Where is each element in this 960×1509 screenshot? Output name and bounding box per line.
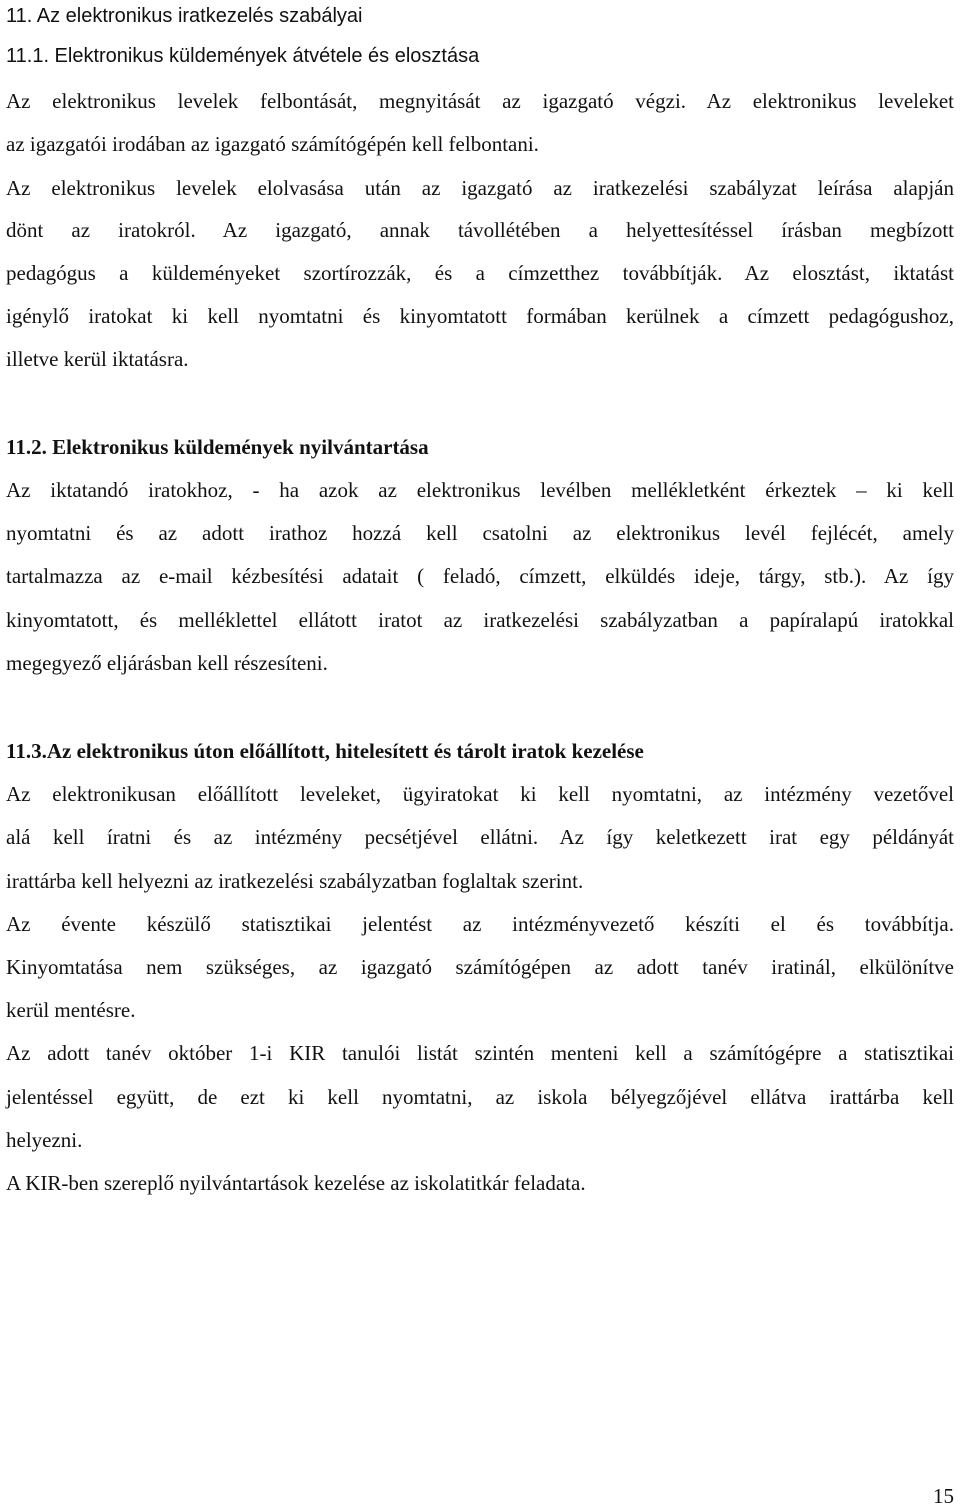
paragraph-line: Az elektronikus levelek elolvasása után az igazgató az iratkezelési szabályzat leírása alapján [6, 176, 954, 200]
paragraph-line: illetve kerül iktatásra. [6, 347, 189, 371]
paragraph-line: Az elektronikusan előállított leveleket, ügyiratokat ki kell nyomtatni, az intézmény vezetővel [6, 782, 954, 806]
paragraph-line: pedagógus a küldeményeket szortírozzák, és a címzetthez továbbítják. Az elosztást, iktatást [6, 261, 954, 285]
paragraph-line: kerül mentésre. [6, 998, 136, 1022]
subsection-heading-11-1: 11.1. Elektronikus küldemények átvétele és elosztása [6, 45, 480, 67]
paragraph-line: megegyező eljárásban kell részesíteni. [6, 651, 328, 675]
paragraph-line: igénylő iratokat ki kell nyomtatni és kinyomtatott formában kerülnek a címzett pedagógushoz, [6, 304, 954, 328]
paragraph-line: dönt az iratokról. Az igazgató, annak távollétében a helyettesítéssel írásban megbízott [6, 218, 954, 242]
paragraph-line: Az adott tanév október 1-i KIR tanulói listát szintén menteni kell a számítógépre a statisztikai [6, 1041, 954, 1065]
paragraph-line: Az elektronikus levelek felbontását, megnyitását az igazgató végzi. Az elektronikus leveleket [6, 89, 954, 113]
subsection-heading-11-2: 11.2. Elektronikus küldemények nyilvántartása [6, 435, 429, 459]
paragraph-line: Az iktatandó iratokhoz, - ha azok az elektronikus levélben mellékletként érkeztek – ki kell [6, 478, 954, 502]
section-title: 11. Az elektronikus iratkezelés szabályai [6, 5, 363, 27]
paragraph-line: jelentéssel együtt, de ezt ki kell nyomtatni, az iskola bélyegzőjével ellátva irattárba kell [6, 1085, 954, 1109]
paragraph-line: nyomtatni és az adott irathoz hozzá kell csatolni az elektronikus levél fejlécét, amely [6, 521, 954, 545]
paragraph-line: A KIR-ben szereplő nyilvántartások kezelése az iskolatitkár feladata. [6, 1171, 586, 1195]
paragraph-line: Az évente készülő statisztikai jelentést az intézményvezető készíti el és továbbítja. [6, 912, 954, 936]
paragraph-line: alá kell íratni és az intézmény pecsétjével ellátni. Az így keletkezett irat egy példányát [6, 825, 954, 849]
paragraph-line: kinyomtatott, és melléklettel ellátott iratot az iratkezelési szabályzatban a papíralapú iratokkal [6, 608, 954, 632]
subsection-heading-11-3: 11.3.Az elektronikus úton előállított, hitelesített és tárolt iratok kezelése [6, 739, 644, 763]
paragraph-line: az igazgatói irodában az igazgató számítógépén kell felbontani. [6, 132, 539, 156]
paragraph-line: tartalmazza az e-mail kézbesítési adatait ( feladó, címzett, elküldés ideje, tárgy, stb.). Az így [6, 564, 954, 588]
paragraph-line: irattárba kell helyezni az iratkezelési szabályzatban foglaltak szerint. [6, 869, 584, 893]
paragraph-line: Kinyomtatása nem szükséges, az igazgató számítógépen az adott tanév iratinál, elkülönítve [6, 955, 954, 979]
paragraph-line: helyezni. [6, 1128, 83, 1152]
page-number: 15 [933, 1484, 954, 1508]
